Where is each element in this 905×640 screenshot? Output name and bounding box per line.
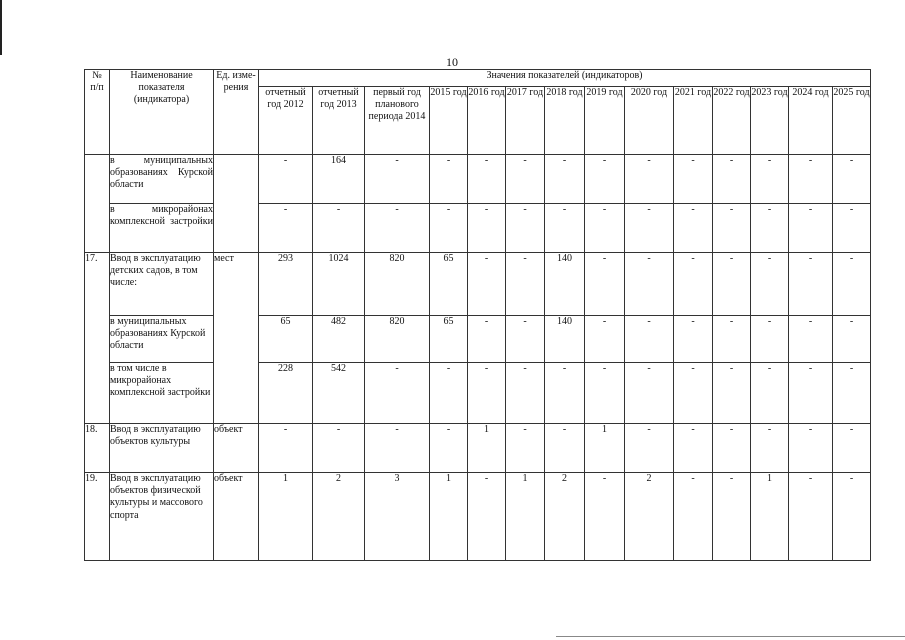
indicator-value: 2 bbox=[625, 473, 674, 561]
indicator-value: 65 bbox=[430, 253, 468, 316]
indicator-name: в микрорайонах комплексной застройки bbox=[110, 204, 214, 253]
indicator-value: 164 bbox=[313, 155, 365, 204]
indicator-value: - bbox=[585, 473, 625, 561]
indicator-value: - bbox=[789, 316, 833, 363]
indicator-name: в муниципальных образованиях Курской области bbox=[110, 155, 214, 204]
indicator-value: - bbox=[713, 155, 751, 204]
indicator-name: в том числе в микрорайонах комплексной застройки bbox=[110, 363, 214, 424]
header-year: 2024 год bbox=[789, 87, 833, 155]
indicator-value: - bbox=[674, 253, 713, 316]
indicator-value: - bbox=[430, 363, 468, 424]
indicator-value: - bbox=[259, 424, 313, 473]
indicator-value: - bbox=[789, 204, 833, 253]
indicator-value: - bbox=[833, 424, 871, 473]
indicator-value: - bbox=[545, 204, 585, 253]
scan-edge-line bbox=[556, 636, 905, 637]
indicator-value: - bbox=[506, 316, 545, 363]
indicator-value: - bbox=[833, 155, 871, 204]
indicator-name: Ввод в эксплуатацию детских садов, в том числе: bbox=[110, 253, 214, 316]
indicator-value: - bbox=[789, 424, 833, 473]
indicator-value: 1 bbox=[585, 424, 625, 473]
indicator-value: 140 bbox=[545, 316, 585, 363]
indicator-value: - bbox=[625, 204, 674, 253]
indicator-value: - bbox=[365, 424, 430, 473]
indicator-value: - bbox=[585, 155, 625, 204]
indicator-value: - bbox=[674, 363, 713, 424]
indicator-value: - bbox=[751, 363, 789, 424]
indicator-value: - bbox=[365, 204, 430, 253]
table-row bbox=[85, 253, 871, 316]
indicator-value: - bbox=[506, 424, 545, 473]
indicator-value: 293 bbox=[259, 253, 313, 316]
header-year: 2020 год bbox=[625, 87, 674, 155]
indicator-value: 1024 bbox=[313, 253, 365, 316]
header-values-title: Значения показателей (индикаторов) bbox=[259, 70, 871, 87]
indicator-value: - bbox=[833, 363, 871, 424]
indicator-value: - bbox=[468, 473, 506, 561]
indicator-value: - bbox=[430, 424, 468, 473]
header-year: 2018 год bbox=[545, 87, 585, 155]
indicator-name: Ввод в эксплуатацию объектов физической культуры и массового спорта bbox=[110, 473, 214, 561]
indicator-value: 820 bbox=[365, 316, 430, 363]
indicator-value: - bbox=[833, 253, 871, 316]
header-year: 2025 год bbox=[833, 87, 871, 155]
header-year: отчетный год 2012 bbox=[259, 87, 313, 155]
indicator-value: - bbox=[833, 204, 871, 253]
indicator-value: 482 bbox=[313, 316, 365, 363]
indicator-value: - bbox=[713, 363, 751, 424]
indicator-value: - bbox=[833, 316, 871, 363]
indicator-value: - bbox=[751, 155, 789, 204]
indicator-value: - bbox=[751, 424, 789, 473]
indicator-value: - bbox=[674, 204, 713, 253]
header-year: 2022 год bbox=[713, 87, 751, 155]
indicator-value: 820 bbox=[365, 253, 430, 316]
header-year: первый год планового периода 2014 bbox=[365, 87, 430, 155]
indicator-value: - bbox=[506, 363, 545, 424]
table-row bbox=[85, 155, 871, 204]
indicator-value: 3 bbox=[365, 473, 430, 561]
indicator-value: - bbox=[365, 363, 430, 424]
indicators-table bbox=[84, 69, 871, 561]
page-number: 10 bbox=[446, 55, 458, 69]
indicator-value: - bbox=[545, 424, 585, 473]
table-row bbox=[85, 473, 871, 561]
indicator-value: - bbox=[506, 204, 545, 253]
row-number: 17. bbox=[85, 253, 110, 424]
indicator-value: - bbox=[468, 204, 506, 253]
indicator-name: Ввод в эксплуатацию объектов культуры bbox=[110, 424, 214, 473]
indicator-value: - bbox=[625, 424, 674, 473]
indicator-value: - bbox=[625, 253, 674, 316]
indicator-value: - bbox=[585, 253, 625, 316]
indicator-value: - bbox=[713, 253, 751, 316]
indicator-value: - bbox=[789, 155, 833, 204]
indicator-value: - bbox=[674, 473, 713, 561]
indicator-value: 65 bbox=[430, 316, 468, 363]
unit-of-measure bbox=[214, 155, 259, 253]
table-row bbox=[85, 363, 871, 424]
indicator-value: - bbox=[674, 316, 713, 363]
indicator-value: - bbox=[713, 424, 751, 473]
header-year: 2021 год bbox=[674, 87, 713, 155]
table-row bbox=[85, 204, 871, 253]
indicator-value: 1 bbox=[259, 473, 313, 561]
table-row bbox=[85, 316, 871, 363]
header-num: № п/п bbox=[85, 70, 110, 155]
indicator-value: 1 bbox=[430, 473, 468, 561]
indicator-value: 65 bbox=[259, 316, 313, 363]
header-year: 2017 год bbox=[506, 87, 545, 155]
header-year: 2023 год bbox=[751, 87, 789, 155]
unit-of-measure: мест bbox=[214, 253, 259, 424]
header-year: 2016 год bbox=[468, 87, 506, 155]
indicator-value: - bbox=[833, 473, 871, 561]
indicator-value: 1 bbox=[468, 424, 506, 473]
indicator-value: - bbox=[585, 363, 625, 424]
header-year: 2019 год bbox=[585, 87, 625, 155]
indicator-value: - bbox=[751, 253, 789, 316]
table-row bbox=[85, 424, 871, 473]
indicator-value: - bbox=[365, 155, 430, 204]
row-number: 19. bbox=[85, 473, 110, 561]
row-number: 18. bbox=[85, 424, 110, 473]
indicator-value: 542 bbox=[313, 363, 365, 424]
indicator-value: 1 bbox=[751, 473, 789, 561]
indicator-value: - bbox=[585, 316, 625, 363]
indicator-value: - bbox=[430, 155, 468, 204]
indicator-value: 228 bbox=[259, 363, 313, 424]
indicator-value: - bbox=[468, 155, 506, 204]
indicator-value: - bbox=[713, 316, 751, 363]
indicator-value: - bbox=[585, 204, 625, 253]
indicator-value: - bbox=[259, 155, 313, 204]
indicator-value: 1 bbox=[506, 473, 545, 561]
indicator-value: - bbox=[313, 424, 365, 473]
header-unit: Ед. изме-рения bbox=[214, 70, 259, 155]
scan-edge-mark bbox=[0, 0, 2, 55]
indicator-name: в муниципальных образованиях Курской области bbox=[110, 316, 214, 363]
indicator-value: - bbox=[625, 316, 674, 363]
indicator-value: - bbox=[674, 155, 713, 204]
indicator-value: - bbox=[468, 363, 506, 424]
indicator-value: 2 bbox=[545, 473, 585, 561]
header-name: Наименование показателя (индикатора) bbox=[110, 70, 214, 155]
indicator-value: - bbox=[713, 204, 751, 253]
indicator-value: - bbox=[259, 204, 313, 253]
indicator-value: - bbox=[506, 253, 545, 316]
row-number bbox=[85, 155, 110, 253]
unit-of-measure: объект bbox=[214, 473, 259, 561]
indicator-value: - bbox=[713, 473, 751, 561]
indicator-value: 2 bbox=[313, 473, 365, 561]
indicator-value: 140 bbox=[545, 253, 585, 316]
header-year: 2015 год bbox=[430, 87, 468, 155]
indicator-value: - bbox=[468, 316, 506, 363]
indicator-value: - bbox=[506, 155, 545, 204]
indicator-value: - bbox=[430, 204, 468, 253]
indicator-value: - bbox=[789, 253, 833, 316]
indicator-value: - bbox=[674, 424, 713, 473]
indicator-value: - bbox=[625, 155, 674, 204]
header-year: отчетный год 2013 bbox=[313, 87, 365, 155]
indicator-value: - bbox=[789, 473, 833, 561]
indicator-value: - bbox=[625, 363, 674, 424]
indicator-value: - bbox=[751, 204, 789, 253]
indicator-value: - bbox=[751, 316, 789, 363]
indicator-value: - bbox=[545, 155, 585, 204]
unit-of-measure: объект bbox=[214, 424, 259, 473]
indicator-value: - bbox=[545, 363, 585, 424]
indicator-value: - bbox=[313, 204, 365, 253]
indicator-value: - bbox=[468, 253, 506, 316]
indicator-value: - bbox=[789, 363, 833, 424]
